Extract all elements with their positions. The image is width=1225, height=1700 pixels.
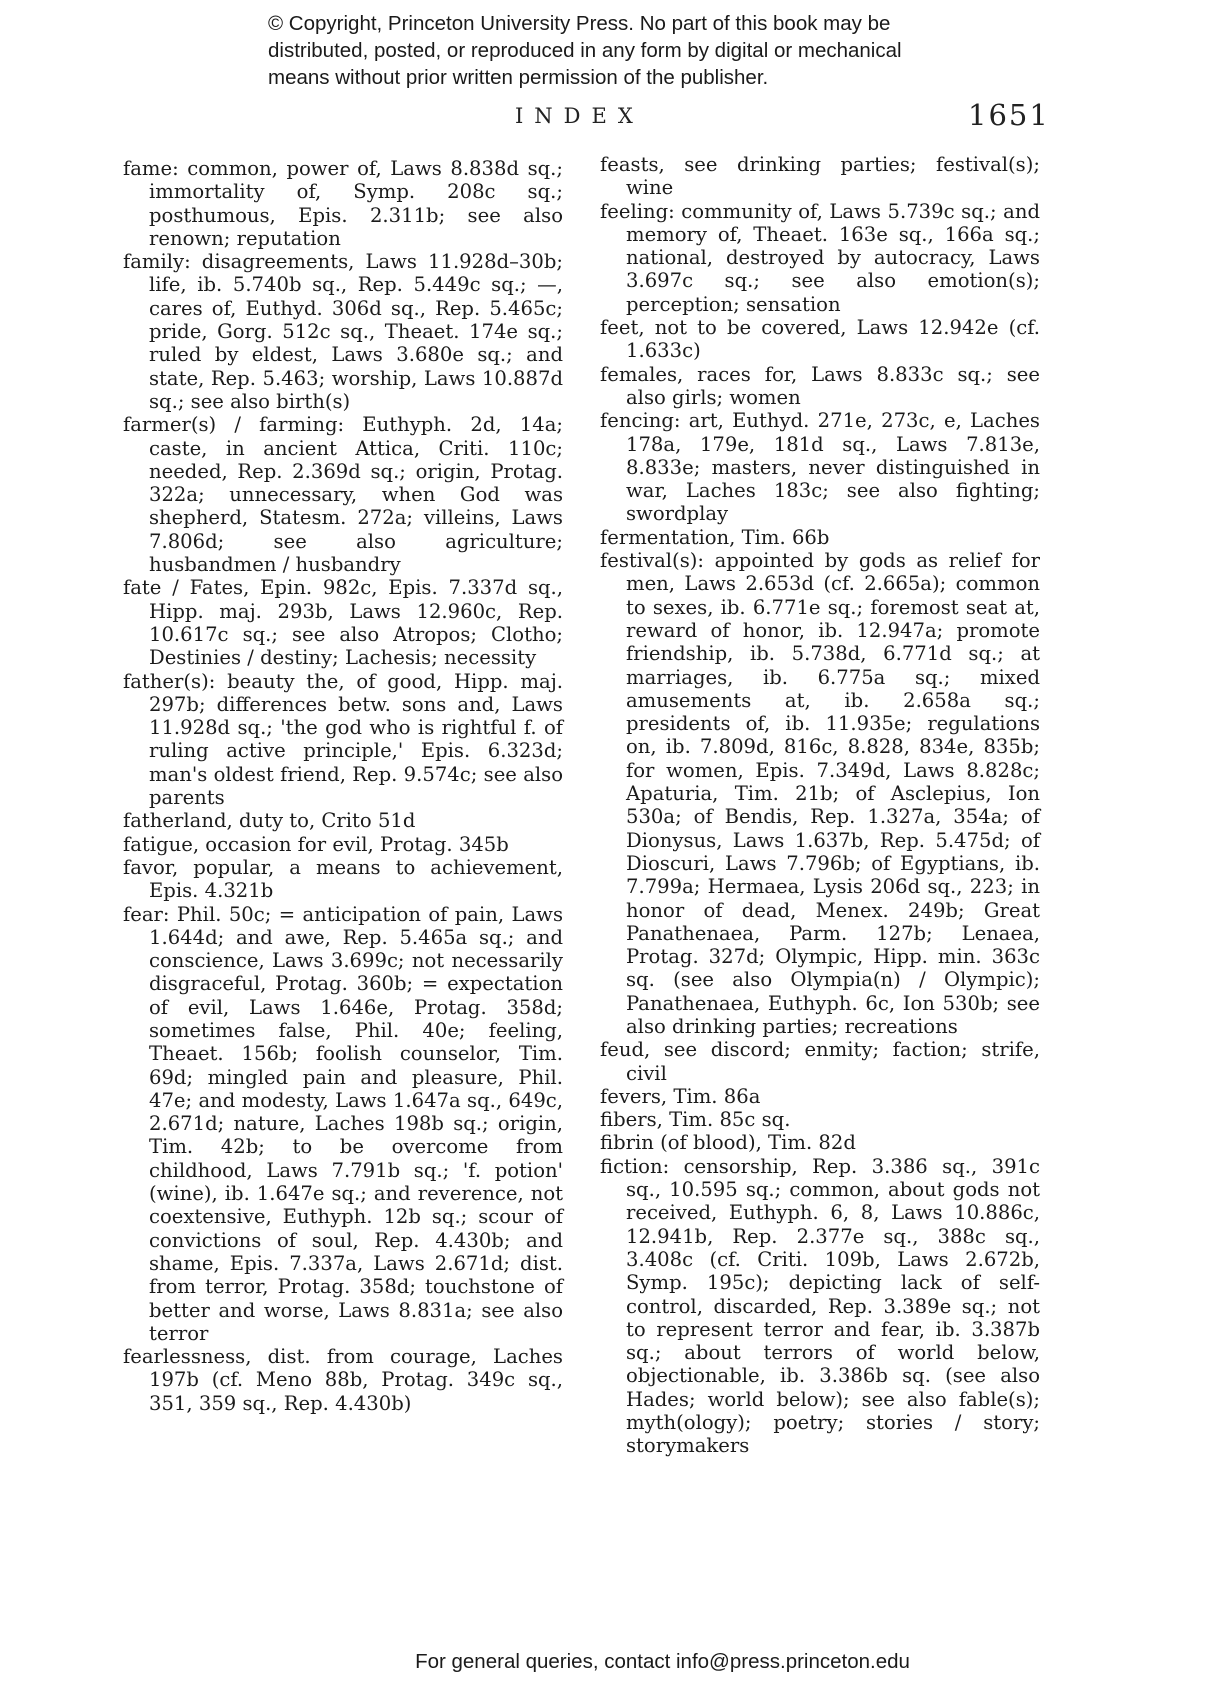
index-entry: feet, not to be covered, Laws 12.942e (cf. 1.633c) — [600, 316, 1040, 363]
page-number: 1651 — [968, 98, 1050, 132]
index-entry: fame: common, power of, Laws 8.838d sq.; immortality of, Symp. 208c sq.; posthumous, Epis. 2.311b; see also renown; reputation — [123, 157, 563, 250]
index-entry: fermentation, Tim. 66b — [600, 525, 830, 549]
running-head — [0, 98, 1225, 140]
index-entry: fibrin (of blood), Tim. 82d — [600, 1131, 856, 1155]
index-entry: fatigue, occasion for evil, Protag. 345b — [123, 832, 509, 856]
index-entry: farmer(s) / farming: Euthyph. 2d, 14a; caste, in ancient Attica, Criti. 110c; needed, Rep. 2.369d sq.; origin, Protag. 322a; unnecessary, when God was shepherd, Statesm. 272a; villeins, Laws 7.806d; see also agriculture; husbandmen / husbandry — [123, 413, 563, 577]
index-entry: feasts, see drinking parties; festival(s); wine — [600, 153, 1040, 200]
index-entry: feeling: community of, Laws 5.739c sq.; and memory of, Theaet. 163e sq., 166a sq.; national, destroyed by autocracy, Laws 3.697c sq.; see also emotion(s); perception; sensation — [600, 199, 1040, 316]
index-entry: fear: Phil. 50c; = anticipation of pain, Laws 1.644d; and awe, Rep. 5.465a sq.; and conscience, Laws 3.699c; not necessarily disgraceful, Protag. 360b; = expectation of evil, Laws 1.646e, Protag. 358d; sometimes false, Phil. 40e; feeling, Theaet. 156b; foolish counselor, Tim. 69d; mingled pain and pleasure, Phil. 47e; and modesty, Laws 1.647a sq., 649c, 2.671d; nature, Laches 198b sq.; origin, Tim. 42b; to be overcome from childhood, Laws 7.791b sq.; 'f. potion' (wine), ib. 1.647e sq.; and reverence, not coextensive, Euthyph. 12b sq.; scour of convictions of soul, Rep. 4.430b; and shame, Epis. 7.337a, Laws 2.671d; dist. from terror, Protag. 358d; touchstone of better and worse, Laws 8.831a; see also terror — [123, 902, 563, 1345]
index-entry: fatherland, duty to, Crito 51d — [123, 809, 416, 833]
copyright-line-3: means without prior written permission of the publisher. — [268, 66, 769, 89]
index-entry: fiction: censorship, Rep. 3.386 sq., 391c sq., 10.595 sq.; common, about gods not received, Euthyph. 6, 8, Laws 10.886c, 12.941b, Rep. 2.377e sq., 388c sq., 3.408c (cf. Criti. 109b, Laws 2.672b, Symp. 195c); depicting lack of self-control, discarded, Rep. 3.389e sq.; not to represent terror and fear, ib. 3.387b sq.; about terrors of world below, objectionable, ib. 3.386b sq. (see also Hades; world below); see also fable(s); myth(ology); poetry; stories / story; storymakers — [600, 1154, 1040, 1458]
footer-text: For general queries, contact info@press.princeton.edu — [415, 1650, 910, 1673]
index-entry: family: disagreements, Laws 11.928d–30b; life, ib. 5.740b sq., Rep. 5.449c sq.; —, cares of, Euthyd. 306d sq., Rep. 5.465c; pride, Gorg. 512c sq., Theaet. 174e sq.; ruled by eldest, Laws 3.680e sq.; and state, Rep. 5.463; worship, Laws 10.887d sq.; see also birth(s) — [123, 250, 563, 413]
index-entry: favor, popular, a means to achievement, Epis. 4.321b — [123, 855, 563, 903]
index-entry: fearlessness, dist. from courage, Laches 197b (cf. Meno 88b, Protag. 349c sq., 351, 359 sq., Rep. 4.430b) — [123, 1345, 563, 1415]
index-entry: fevers, Tim. 86a — [600, 1084, 761, 1108]
index-entry: fate / Fates, Epin. 982c, Epis. 7.337d sq., Hipp. maj. 293b, Laws 12.960c, Rep. 10.617c sq.; see also Atropos; Clotho; Destinies / destiny; Lachesis; necessity — [123, 576, 563, 670]
index-entry: fencing: art, Euthyd. 271e, 273c, e, Laches 178a, 179e, 181d sq., Laws 7.813e, 8.833e; masters, never distinguished in war, Laches 183c; see also fighting; swordplay — [600, 409, 1040, 526]
index-entry: females, races for, Laws 8.833c sq.; see also girls; women — [600, 362, 1040, 409]
footer-contact — [0, 1650, 1225, 1674]
index-entry: feud, see discord; enmity; faction; strife, civil — [600, 1038, 1040, 1085]
copyright-line-1: © Copyright, Princeton University Press. No part of this book may be — [268, 12, 891, 35]
index-entry: father(s): beauty the, of good, Hipp. maj. 297b; differences betw. sons and, Laws 11.928d sq.; 'the god who is rightful f. of ruling active principle,' Epis. 6.323d; man's oldest friend, Rep. 9.574c; see also parents — [123, 669, 563, 810]
page-title: INDEX — [515, 104, 644, 128]
index-column-right — [600, 153, 1040, 1458]
copyright-line-2: distributed, posted, or reproduced in any form by digital or mechanical — [268, 39, 902, 62]
index-entry: festival(s): appointed by gods as relief for men, Laws 2.653d (cf. 2.665a); common to sexes, ib. 6.771e sq.; foremost seat at, reward of honor, ib. 12.947a; promote friendship, ib. 5.738d, 6.771d sq.; at marriages, ib. 6.775a sq.; mixed amusements at, ib. 2.658a sq.; presidents of, ib. 11.935e; regulations on, ib. 7.809d, 816c, 8.828, 834e, 835b; for women, Epis. 7.349d, Laws 8.828c; Apaturia, Tim. 21b; of Asclepius, Ion 530a; of Bendis, Rep. 1.327a, 354a; of Dionysus, Laws 1.637b, Rep. 5.475d; of Dioscuri, Laws 7.796b; of Egyptians, ib. 7.799a; Hermaea, Lysis 206d sq., 223; in honor of dead, Menex. 249b; Great Panathenaea, Parm. 127b; Lenaea, Protag. 327d; Olympic, Hipp. min. 363c sq. (see also Olympia(n) / Olympic); Panathenaea, Euthyph. 6c, Ion 530b; see also drinking parties; recreations — [600, 549, 1040, 1038]
copyright-notice — [268, 10, 1028, 91]
index-column-left — [123, 157, 563, 1415]
index-entry: fibers, Tim. 85c sq. — [600, 1108, 791, 1132]
